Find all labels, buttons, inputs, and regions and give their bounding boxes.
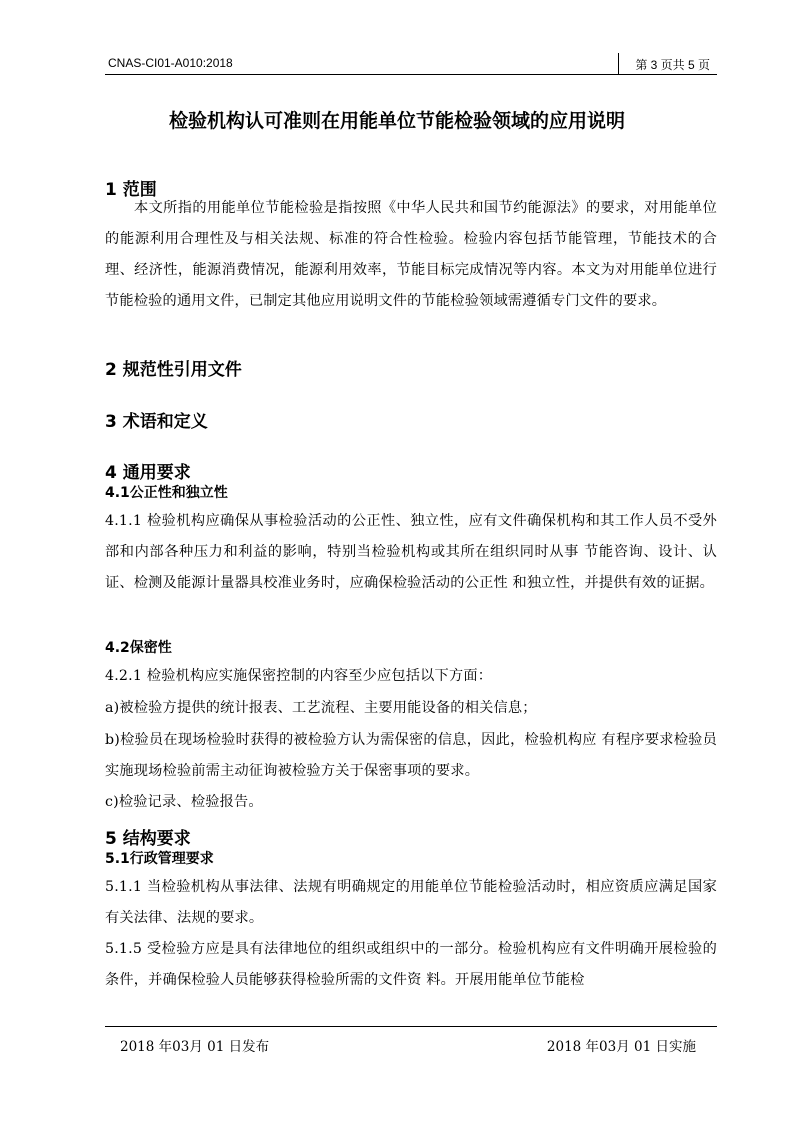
section-1-heading: 1 范围 <box>105 180 157 200</box>
section-1-paragraph: 本文所指的用能单位节能检验是指按照《中华人民共和国节约能源法》的要求，对用能单位的能源利用合理性及与相关法规、标准的符合性检验。检验内容包括节能管理，节能技术的合理、经济性，能源消费情况，能源利用效率，节能目标完成情况等内容。本文为对用能单位进行节能检验的通用文件，已制定其他应用说明文件的节能检验领域需遵循专门文件的要求。 <box>105 200 717 309</box>
section-4-1-heading: 4.1公正性和独立性 <box>105 485 228 501</box>
document-title: 检验机构认可准则在用能单位节能检验领域的应用说明 <box>168 110 625 132</box>
section-3-heading: 3 术语和定义 <box>105 412 208 432</box>
clause-5-1-5: 5.1.5 受检验方应是具有法律地位的组织或组织中的一部分。检验机构应有文件明确开展检验的条件，并确保检验人员能够获得检验所需的文件资 料。开展用能单位节能检 <box>105 941 717 988</box>
page-number: 第 3 页共 5 页 <box>635 58 710 72</box>
header-divider <box>105 74 717 75</box>
section-5-1-heading: 5.1行政管理要求 <box>105 851 214 867</box>
section-4-heading: 4 通用要求 <box>105 463 191 483</box>
header-divider-tick <box>618 53 619 74</box>
section-2-heading: 2 规范性引用文件 <box>105 360 242 380</box>
footer-divider <box>105 1026 717 1027</box>
issue-date: 2018 年03月 01 日发布 <box>120 1039 270 1055</box>
section-4-2-heading: 4.2保密性 <box>105 640 172 656</box>
clause-5-1-1: 5.1.1 当检验机构从事法律、法规有明确规定的用能单位节能检验活动时，相应资质应满足国家有关法律、法规的要求。 <box>105 879 717 926</box>
section-5-heading: 5 结构要求 <box>105 829 191 849</box>
clause-4-2-1: 4.2.1 检验机构应实施保密控制的内容至少应包括以下方面： <box>105 668 493 684</box>
clause-4-2-1-c: c)检验记录、检验报告。 <box>105 794 263 810</box>
clause-4-1-1: 4.1.1 检验机构应确保从事检验活动的公正性、独立性，应有文件确保机构和其工作人员不受外部和内部各种压力和利益的影响，特别当检验机构或其所在组织同时从事 节能咨询、设计、认证、检测及能源计量器具校准业务时，应确保检验活动的公正性 和独立性，并提供有效的证据。 <box>105 513 717 591</box>
clause-4-2-1-a: a)被检验方提供的统计报表、工艺流程、主要用能设备的相关信息； <box>105 700 537 716</box>
document-code: CNAS-CI01-A010:2018 <box>108 56 233 70</box>
effective-date: 2018 年03月 01 日实施 <box>546 1039 696 1055</box>
clause-4-2-1-b: b)检验员在现场检验时获得的被检验方认为需保密的信息，因此，检验机构应 有程序要求检验员实施现场检验前需主动征询被检验方关于保密事项的要求。 <box>105 732 717 779</box>
